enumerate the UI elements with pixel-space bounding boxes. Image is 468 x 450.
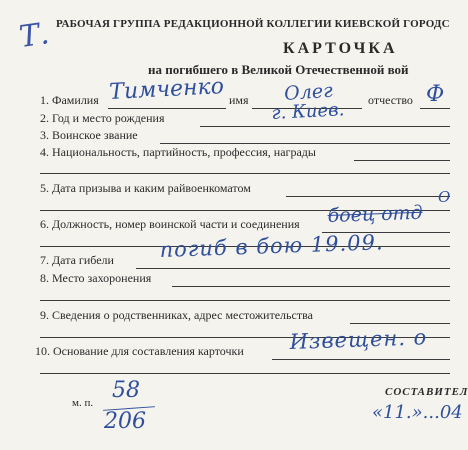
label-patronymic: отчество [368, 93, 413, 107]
label-name: имя [229, 93, 249, 107]
value-death-date: погиб в бою 19.09. [159, 230, 384, 262]
corner-handwritten-mark: Т. [17, 16, 52, 56]
value-position: боец отд [327, 201, 424, 227]
value-birth: г. Киев. [270, 99, 345, 124]
rule-basis [272, 359, 450, 360]
rule-surname [108, 108, 226, 109]
value-name: Олег [283, 79, 334, 105]
rule-conscription [286, 196, 450, 197]
card-header: РАБОЧАЯ ГРУППА РЕДАКЦИОННОЙ КОЛЛЕГИИ КИЕВСКОЙ ГОРОДС [56, 18, 450, 30]
rule-patronymic [420, 108, 450, 109]
rule-rank [160, 143, 450, 144]
rule-birth [200, 126, 450, 127]
rule-relatives [350, 323, 450, 324]
value-position-top: О [438, 188, 451, 206]
label-basis: 10. Основание для составления карточки [35, 344, 244, 358]
label-rank: 3. Воинское звание [40, 128, 138, 142]
mp-label: м. п. [72, 397, 94, 409]
rule-nationality-2 [40, 173, 450, 174]
mp-number-top: 58 [112, 378, 140, 403]
compiler-date: «11.»...04 [372, 402, 463, 423]
rule-death-date [136, 268, 450, 269]
value-surname: Тимченко [108, 74, 225, 105]
label-burial: 8. Место захоронения [40, 271, 152, 285]
rule-nationality [354, 160, 450, 161]
value-patronymic: Ф [426, 82, 445, 107]
rule-burial [172, 286, 450, 287]
label-relatives: 9. Сведения о родственниках, адрес местожительства [40, 308, 313, 322]
rule-basis-2 [40, 373, 450, 374]
card-title: КАРТОЧКА [283, 40, 398, 57]
compiler-label: СОСТАВИТЕЛ [385, 386, 468, 398]
mp-number-bottom: 206 [104, 409, 146, 434]
rule-burial-2 [40, 300, 450, 301]
label-position: 6. Должность, номер воинской части и соединения [40, 217, 300, 231]
card-subtitle: на погибшего в Великой Отечественной вой [148, 62, 409, 77]
label-surname: 1. Фамилия [40, 93, 99, 107]
label-nationality: 4. Национальность, партийность, профессия, награды [40, 145, 316, 159]
value-basis: Извещен. о [289, 325, 428, 354]
label-birth: 2. Год и место рождения [40, 111, 165, 125]
label-death-date: 7. Дата гибели [40, 253, 114, 267]
label-conscription: 5. Дата призыва и каким райвоенкоматом [40, 181, 251, 195]
